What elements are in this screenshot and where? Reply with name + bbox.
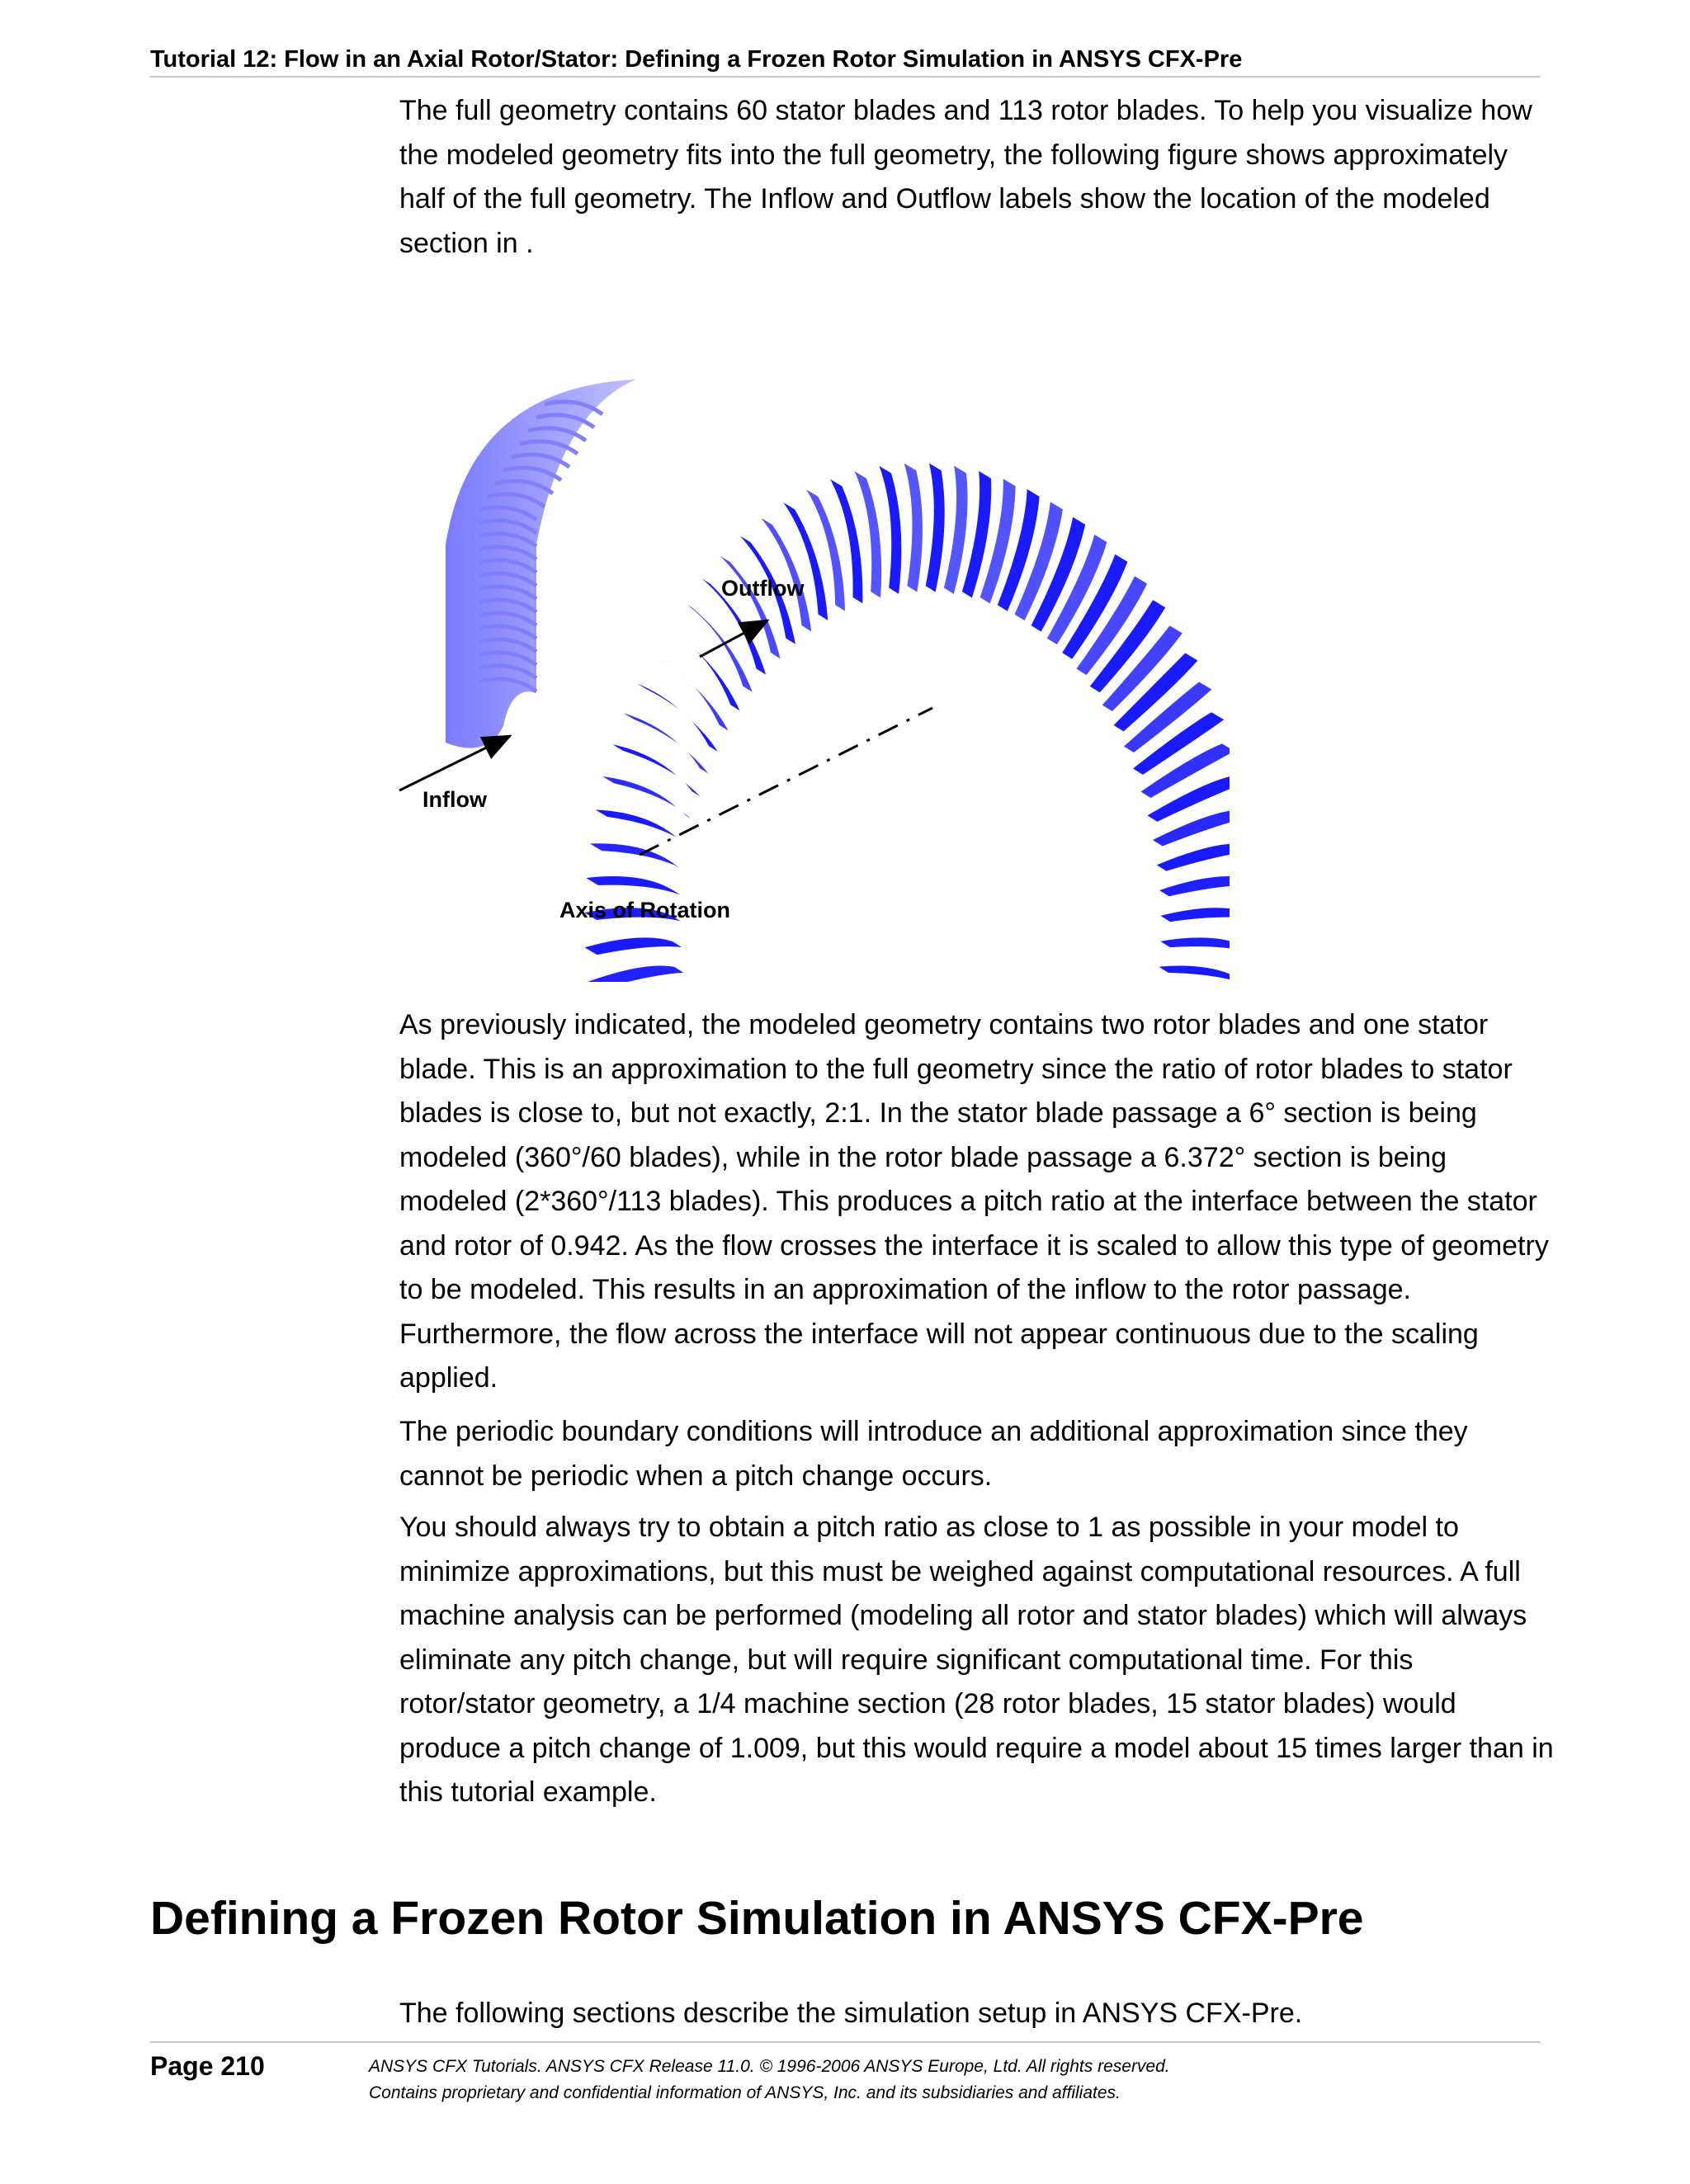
intro-paragraph: The full geometry contains 60 stator blades and 113 rotor blades. To help you visualize how the modeled geometry fits into the full geometry, the following figure shows approximately half of the full geometry. The Inflow and Outflow labels show the location of the modeled section in . [399, 95, 1532, 259]
rotor-blade [1159, 937, 1230, 955]
section-intro: The following sections describe the simulation setup in ANSYS CFX-Pre. [399, 1998, 1303, 2029]
rotor-blade [585, 876, 684, 897]
rotor-blade [904, 462, 923, 592]
rotor-blade [925, 462, 945, 592]
outflow-label: Outflow [721, 576, 805, 601]
body-paragraph-3: You should always try to obtain a pitch ratio as close to 1 as possible in your model to minimize approximations, but this must be weighed against computational resources. A full machine analysis can be performed (modeling all rotor and stator blades) which will always eliminate any pitch change, but will require significant computational time. For this rotor/stator geometry, a 1/4 machine section (28 rotor blades, 15 stator blades) would produce a pitch change of 1.009, but this would require a model about 15 times larger than in this tutorial example. [399, 1512, 1554, 1808]
footer-confidential: Contains proprietary and confidential information of ANSYS, Inc. and its subsidiaries and affiliates. [369, 2083, 1121, 2102]
turbine-geometry-illustration [388, 297, 1230, 982]
rotor-blade [1159, 908, 1230, 922]
rotor-stator-figure [388, 297, 1230, 982]
rotor-blade [647, 653, 729, 732]
footer-divider [150, 2041, 1541, 2043]
rotor-blade [610, 743, 702, 799]
rotor-blade [593, 809, 690, 847]
rotor-blade [1159, 876, 1230, 897]
footer-copyright: ANSYS CFX Tutorials. ANSYS CFX Release 11.0. © 1996-2006 ANSYS Europe, Ltd. All rights reserved. [369, 2057, 1170, 2076]
rotor-blade [586, 965, 685, 982]
stator-ring [446, 380, 635, 748]
rotor-blade [583, 937, 683, 955]
running-header: Tutorial 12: Flow in an Axial Rotor/Stator: Defining a Frozen Rotor Simulation in ANSYS CFX-Pre [150, 45, 1541, 78]
rotor-blade [1158, 965, 1230, 982]
axis-of-rotation-label: Axis of Rotation [559, 898, 730, 922]
rotor-blade [588, 843, 687, 872]
rotor-blade [1156, 843, 1230, 872]
inflow-label: Inflow [422, 787, 487, 812]
stator-band [446, 380, 635, 748]
rotor-blade [943, 465, 968, 595]
body-paragraph-2: The periodic boundary conditions will introduce an additional approximation since they cannot be periodic when a pitch change occurs. [399, 1416, 1468, 1492]
page-number: Page 210 [150, 2051, 265, 2081]
rotor-blade [679, 600, 753, 693]
section-heading: Defining a Frozen Rotor Simulation in ANSYS CFX-Pre [150, 1892, 1364, 1945]
body-paragraph-1: As previously indicated, the modeled geometry contains two rotor blades and one stator blade. This is an approximation to the full geometry since the ratio of rotor blades to stator blades is close to, but not exactly, 2:1. In the stator blade passage a 6° section is being modeled (360°/60 blades), while in the rotor blade passage a 6.372° section is being modeled (2*360°/113 blades). This produces a pitch ratio at the interface between the stator and rotor of 0.942. As the flow crosses the interface it is scaled to allow this type of geometry to be modeled. This results in an approximation of the inflow to the rotor passage. Furthermore, the flow across the interface will not appear continuous due to the scaling applied. [399, 1009, 1549, 1394]
